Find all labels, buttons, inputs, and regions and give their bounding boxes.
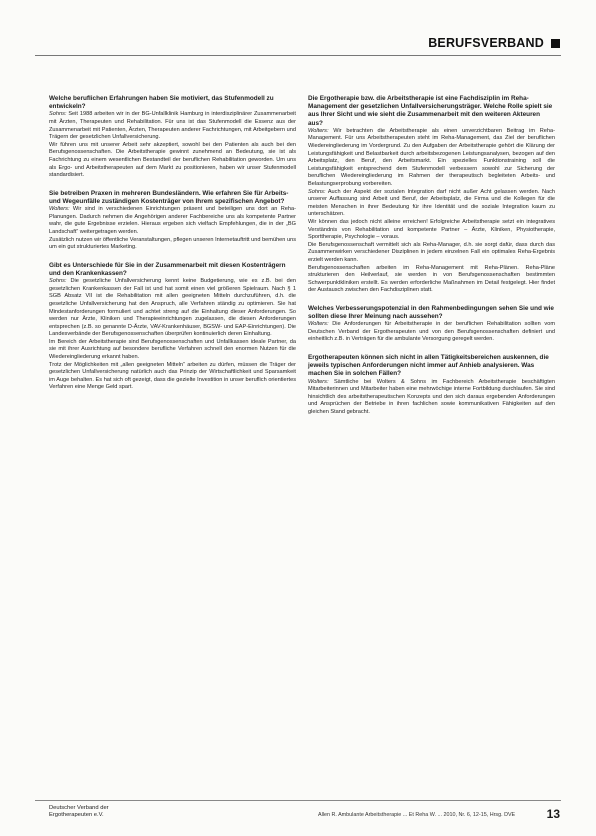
answer-text: Wir betrachten die Arbeitstherapie als einen unverzichtbaren Beitrag im Reha-Management. Für uns Arbeitstherapeuten steht im Reha-Management, das Ziel der beruflichen Wiedereingliederung im Vordergrund. Zu den Aufgaben der Arbeitstherapie gehört die Klärung der Leistungsfähigkeit und Belastbarkeit durch arbeitsbezogenen Leistungsanalysen, bezogen auf den Arbeitsplatz, den Beruf, den Arbeitsmarkt. Ein spezielles Funktionstraining soll die Leistungsfähigkeit entsprechend dem Stufenmodell verbessern sowohl zur Sicherung der beruflichen Wiedereingliederung im Rahmen der therapeutisch begleiteten Arbeits- und Belastungserprobung vorbereiten.: [308, 127, 555, 187]
answer-text: Auch der Aspekt der sozialen Integration darf nicht außer Acht gelassen werden. Nach unserer Auffassung sind Arbeit und Beruf, der Arbeitsplatz, die Firma und die Kollegen für die meisten Menschen in ihrer Bedeutung für ihre Identität und die soziale Integration kaum zu unterschätzen.: [308, 188, 556, 218]
speaker-name: Wolters:: [49, 206, 70, 213]
interview-answer: [308, 219, 555, 242]
interview-answer: [49, 362, 296, 392]
publisher-line: Ergotherapeuten e.V.: [49, 812, 104, 818]
speaker-name: Sohns:: [308, 188, 326, 195]
interview-question: Sie betreiben Praxen in mehreren Bundesländern. Wie erfahren Sie für Arbeits- und Wegeunfälle zuständigen Kostenträger von Ihrem spezifischen Angebot?: [49, 189, 289, 205]
interview-question: Gibt es Unterschiede für Sie in der Zusammenarbeit mit diesen Kostenträgern und den Krankenkassen?: [49, 261, 286, 277]
interview-question: Ergotherapeuten können sich nicht in allen Tätigkeitsbereichen auskennen, die jeweils typischen Anforderungen nicht immer auf Anhieb analysieren. Was machen Sie in solchen Fällen?: [308, 354, 549, 378]
interview-question: Welches Verbesserungspotenzial in den Rahmenbedingungen sehen Sie und wie sollten diese Ihrer Meinung nach aussehen?: [308, 304, 554, 321]
interview-question: Welche beruflichen Erfahrungen haben Sie motiviert, das Stufenmodell zu entwickeln?: [49, 95, 274, 111]
interview-answer: [308, 242, 555, 265]
answer-text: Wir sind in verschiedenen Einrichtungen präsent und beteiligen uns dort an Reha-Planungen. Dadurch nehmen die Angehörigen anderer Fachbereiche uns als kompetente Partner wahr, die gute Ergebnisse erzielen. Hieraus ergeben sich vielfach Empfehlungen, die in der „BG Landschaft“ weitergetragen werden.: [49, 206, 296, 235]
interview-answer: [308, 379, 555, 417]
interview-answer: [49, 237, 296, 252]
speaker-name: Sohns:: [49, 278, 67, 285]
left-column: [49, 95, 296, 392]
answer-text: Sämtliche bei Wolters & Sohns im Fachbereich Arbeitstherapie beschäftigten Mitarbeiterinnen und Mitarbeiter haben eine mehrwöchige interne Fortbildung durchlaufen. Sie sind hinsichtlich des arbeitstherapeutischen Konzepts und den sich daraus ergebenden Anforderungen und Ansprüchen der Betriebe in ihren fachlichen sowie kommunikativen Fähigkeiten auf den gleichen Stand gebracht.: [308, 378, 555, 416]
speaker-name: Wolters:: [308, 127, 329, 134]
interview-answer: [49, 339, 296, 362]
interview-question: Die Ergotherapie bzw. die Arbeitstherapie ist eine Fachdisziplin im Reha-Management der gesetzlichen Unfallversicherungsträger. Welche Rolle spielt sie aus Ihrer Sicht und wie sieht die Zusammenarbeit mit den weiteren Akteuren aus?: [308, 95, 553, 127]
right-column: [308, 95, 555, 417]
answer-text: Seit 1988 arbeiten wir in der BG-Unfallklinik Hamburg in interdisziplinärer Zusammenarbeit mit Ärzten, Therapeuten und Rehabilitation. Für uns ist das Stufenmodell die Essenz aus der Zusammenarbeit mit Patienten, Ärzten, Therapeuten anderer Fachrichtungen, mit Arbeitgebern und Trägern der gesetzlichen Unfallversicherung.: [49, 111, 296, 141]
page-number: 13: [546, 807, 560, 821]
citation-line: Allen R. Ambulante Arbeitstherapie ... Et Reha W. ... 2010, Nr. 6, 12-15, Hrsg. DVE: [318, 812, 516, 818]
answer-text: Berufsgenossenschaften arbeiten im Reha-Management mit Reha-Plänen. Reha-Pläne strukturieren den Heilverlauf, sie werden in von Berufsgenossenschaften bestimmten Schwerpunktkliniken erstellt. Es werden erforderliche Maßnahmen im Detail festgelegt. Hier findet der Austausch zwischen den Fachdisziplinen statt.: [308, 264, 555, 294]
interview-answer: [49, 142, 296, 180]
answer-text: Die Berufsgenossenschaft vermittelt sich als Reha-Manager, d.h. sie sorgt dafür, dass durch das Zusammenwirken verschiedener Disziplinen in jedem einzelnen Fall ein optimales Reha-Ergebnis erzielt werden kann.: [308, 241, 555, 263]
section-title: BERUFSVERBAND: [428, 36, 544, 50]
answer-text: Die Anforderungen für Arbeitstherapie in der beruflichen Rehabilitation sollten vom Deutschen Verband der Ergotherapeuten und von den Berufsgenossenschaften definiert und einheitlich z.B. in Verträgen für die ambulante Versorgung geregelt werden.: [308, 321, 555, 343]
footer-divider: [35, 800, 561, 801]
publisher-name: [49, 805, 109, 819]
speaker-name: Wolters:: [308, 321, 329, 328]
interview-answer: [308, 321, 555, 344]
header-divider: [35, 55, 561, 56]
interview-answer: [49, 111, 296, 141]
interview-answer: [49, 206, 296, 236]
answer-text: Im Bereich der Arbeitstherapie sind Berufsgenossenschaften und Unfallkassen ideale Partner, da sie mit ihrer Ausrichtung auf besondere berufliche Verfahren schnell den enormen Nutzen für die Wiedereingliederung erkannt haben.: [49, 338, 296, 361]
speaker-name: Sohns:: [49, 111, 67, 118]
answer-text: Wir können das jedoch nicht alleine erreichen! Erfolgreiche Arbeitstherapie setzt ein integratives Verständnis von Rehabilitation und kompetente Partner – Ärzte, Kliniken, Physiotherapie, Sporttherapie, Psychologie – voraus.: [308, 218, 555, 241]
answer-text: Wir führen uns mit unserer Arbeit sehr akzeptiert, sowohl bei den Patienten als auch bei den Berufsgenossenschaften. Die Arbeitstherapie gewinnt zunehmend an Bedeutung, sie ist als Fachrichtung zu einem wesentlichen Bestandteil der beruflichen Rehabilitation geworden. Um uns als Ergo- und Arbeitstherapeuten auf dem Markt zu positionieren, haben wir unser Stufenmodell standardisiert.: [49, 141, 296, 179]
speaker-name: Wolters:: [308, 378, 329, 385]
square-marker-icon: [551, 39, 560, 48]
answer-text: Zusätzlich nutzen wir öffentliche Veranstaltungen, pflegen unseren Internetauftritt und bemühen uns um ein gut strukturiertes Marketing.: [49, 236, 296, 251]
interview-answer: [308, 189, 555, 219]
answer-text: Trotz der Möglichkeiten mit „allen geeigneten Mitteln“ arbeiten zu dürfen, müssen die Träger der gesetzlichen Unfallversicherung natürlich auch das Prinzip der Wirtschaftlichkeit und Sparsamkeit im Auge behalten. Es hat sich oft gezeigt, dass die gezielte Investition in unser beruflich orientiertes Verfahren eine Menge Geld spart.: [49, 361, 296, 391]
interview-answer: [308, 128, 555, 189]
answer-text: Die gesetzliche Unfallversicherung kennt keine Budgetierung, wie es z.B. bei den gesetzlichen Krankenkassen der Fall ist und hat somit einen viel größeren Spielraum. Nach § 1 SGB Absatz VII ist die Rehabilitation mit allen geeigneten Mitteln durchzuführen, d.h. die gesetzliche Unfallversicherung hat den Anspruch, alle Verfahren ständig zu optimieren. Sie hat Mindestanforderungen formuliert und achtet streng auf die Einhaltung dieser Anforderungen. So werden nur Ärzte, Kliniken und Therapieeinrichtungen zugelassen, die diesen Anforderungen entsprechen (z.B. so genannte D-Ärzte, VAV-Krankenhäuser, BGSW- und EAP-Einrichtungen). Die Landesverbände der Berufsgenossenschaften überprüfen kontinuierlich deren Einhaltung.: [49, 278, 296, 338]
interview-answer: [308, 265, 555, 295]
section-header: [428, 36, 560, 50]
interview-answer: [49, 278, 296, 339]
publisher-line: Deutscher Verband der: [49, 805, 109, 811]
